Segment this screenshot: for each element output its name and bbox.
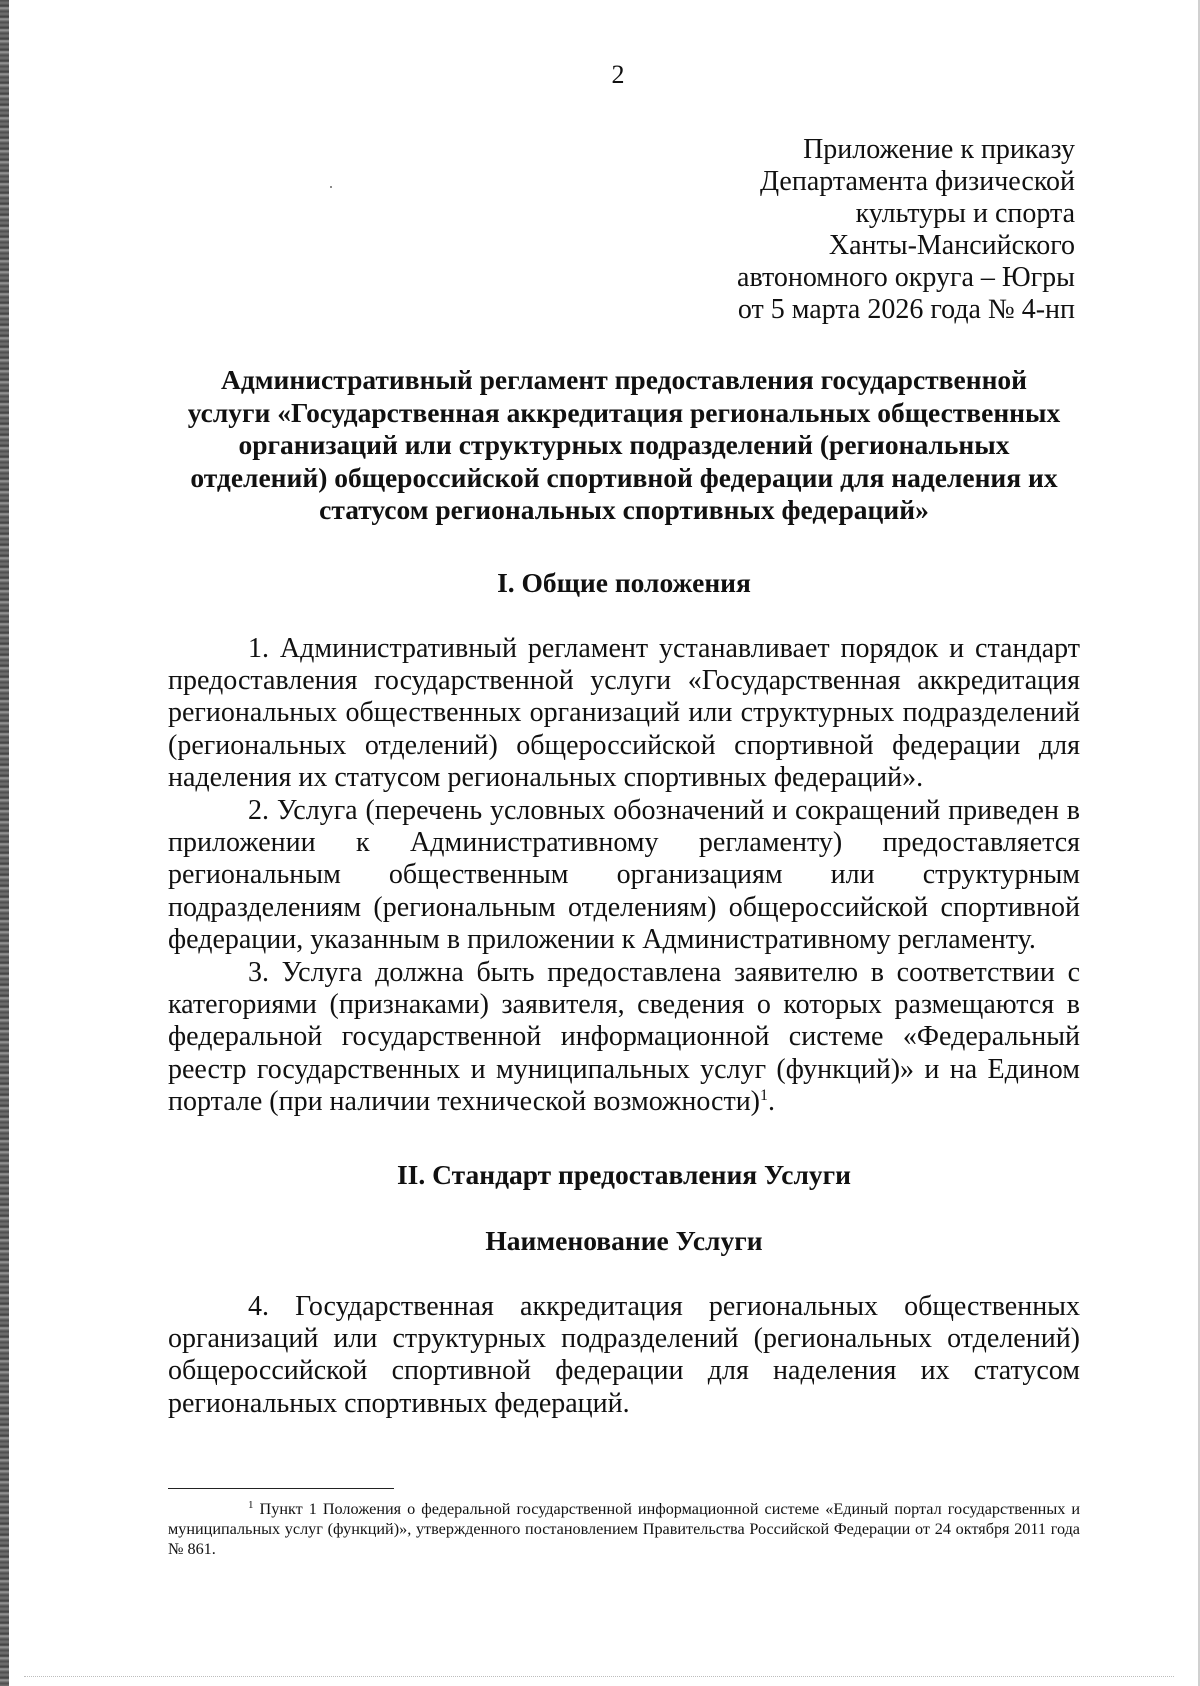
appendix-line: автономного округа – Югры <box>737 262 1075 293</box>
title-line: статусом региональных спортивных федераций» <box>319 494 929 525</box>
paragraph-2: 2. Услуга (перечень условных обозначений и сокращений приведен в приложении к Административному регламенту) предоставляется региональным общественным организациям или структурным подразделениям (региональным отделениям) общероссийской спортивной федерации, указанным в приложении к Административному регламенту. <box>168 794 1080 956</box>
paragraph-3-text: 3. Услуга должна быть предоставлена заявителю в соответствии с категориями (признаками) заявителя, сведения о которых размещаются в федеральной государственной информационной системе «Федеральный реестр государственных и муниципальных услуг (функций)» и на Едином портале (при наличии технической возможности) <box>168 956 1080 1118</box>
scan-edge <box>0 0 9 1686</box>
document-body <box>168 364 1080 1420</box>
title-line: Административный регламент предоставления государственной <box>220 364 1028 395</box>
title-line: услуги «Государственная аккредитация региональных общественных <box>187 396 1061 428</box>
title-line: организаций или структурных подразделений (региональных <box>238 429 1010 460</box>
paragraph-4: 4. Государственная аккредитация региональных общественных организаций или структурных подразделений (региональных отделений) общероссийской спортивной федерации для наделения их статусом региональных спортивных федераций. <box>168 1290 1080 1419</box>
scan-speck <box>330 186 332 188</box>
footnote-reference[interactable]: 1 <box>760 1087 769 1105</box>
section-2-heading: II. Стандарт предоставления Услуги <box>396 1158 851 1190</box>
appendix-block <box>615 134 1075 326</box>
appendix-line: культуры и спорта <box>855 198 1075 229</box>
paragraph-3-end: . <box>768 1086 776 1118</box>
scan-bottom-edge <box>24 1676 1174 1680</box>
footnote-marker: 1 <box>248 1499 254 1511</box>
document-title <box>168 364 1080 527</box>
appendix-line: Приложение к приказу <box>803 134 1075 165</box>
page-number: 2 <box>611 60 625 89</box>
appendix-line: Ханты-Мансийского <box>828 230 1075 261</box>
footnote-text: Пункт 1 Положения о федеральной государственной информационной системе «Единый портал государственных и муниципальных услуг (функций)», утвержденного постановлением Правительства Российской Федерации от 24 октября 2011 года № 861. <box>168 1500 1080 1558</box>
subsection-heading: Наименование Услуги <box>485 1224 763 1256</box>
paragraph-1: 1. Административный регламент устанавливает порядок и стандарт предоставления государственной услуги «Государственная аккредитация региональных общественных организаций или структурных подразделений (региональных отделений) общероссийской спортивной федерации для наделения их статусом региональных спортивных федераций». <box>168 632 1080 794</box>
paragraph-3 <box>168 957 1080 1119</box>
footnote-divider <box>168 1488 394 1489</box>
section-1-heading: I. Общие положения <box>497 566 751 598</box>
appendix-line: от 5 марта 2026 года № 4-нп <box>737 294 1075 325</box>
title-line: отделений) общероссийской спортивной федерации для наделения их <box>190 461 1058 493</box>
appendix-line: Департамента физической <box>759 166 1075 197</box>
footnote <box>168 1499 1080 1559</box>
